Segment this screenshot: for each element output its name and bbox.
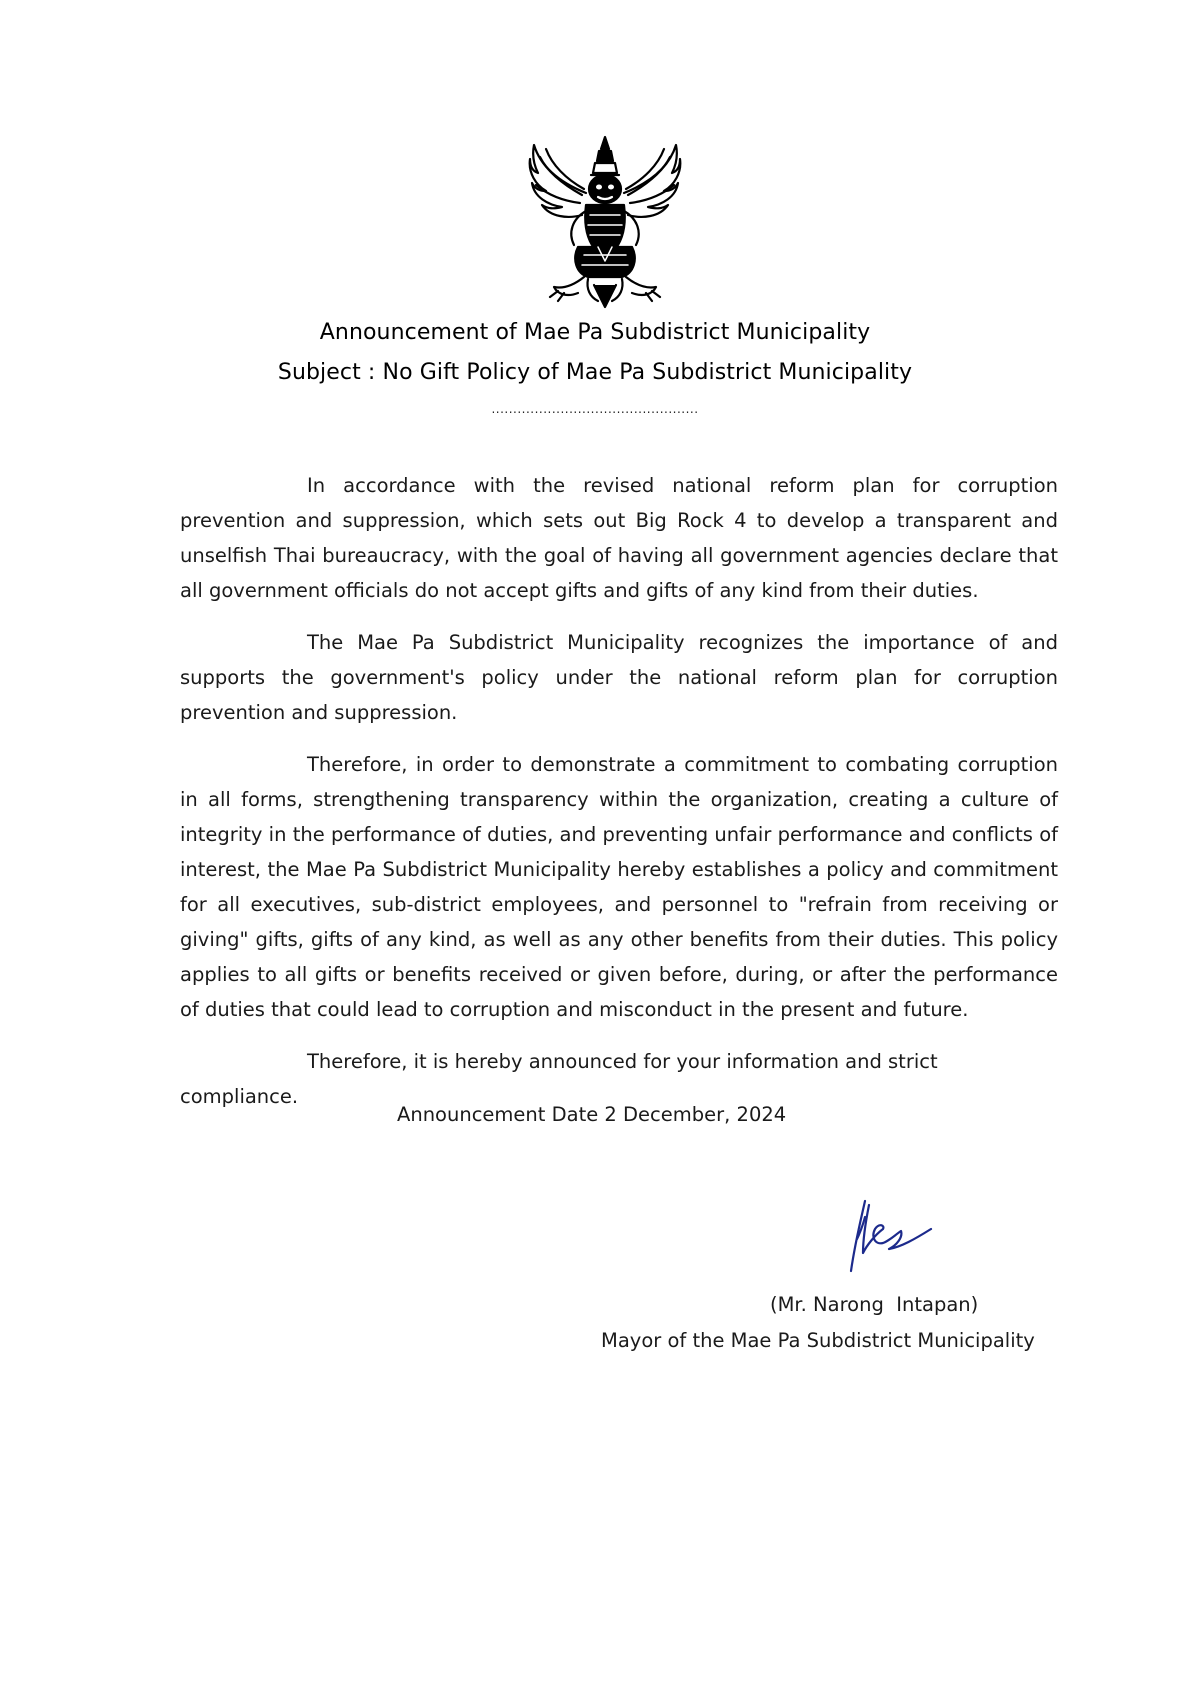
paragraph-2: The Mae Pa Subdistrict Municipality recognizes the importance of and supports the government's policy under the national reform plan for corruption prevention and suppression. bbox=[180, 631, 1058, 724]
signatory-position: Mayor of the Mae Pa Subdistrict Municipality bbox=[601, 1329, 1035, 1352]
paragraph-1: In accordance with the revised national reform plan for corruption prevention and suppression, which sets out Big Rock 4 to develop a transparent and unselfish Thai bureaucracy, with the goal of having all government agencies declare that all government officials do not accept gifts and gifts of any kind from their duties. bbox=[180, 474, 1058, 602]
announcement-date: Announcement Date 2 December, 2024 bbox=[397, 1103, 787, 1126]
garuda-emblem-icon bbox=[528, 135, 682, 309]
title-separator: ................................................ bbox=[491, 402, 699, 416]
paragraph-4: Therefore, it is hereby announced for your information and strict compliance. bbox=[180, 1050, 938, 1108]
document-subject: Subject : No Gift Policy of Mae Pa Subdistrict Municipality bbox=[277, 360, 913, 385]
document-title: Announcement of Mae Pa Subdistrict Municipality bbox=[319, 320, 871, 345]
paragraph-3: Therefore, in order to demonstrate a commitment to combating corruption in all forms, strengthening transparency within the organization, creating a culture of integrity in the performance of duties, and preventing unfair performance and conflicts of interest, the Mae Pa Subdistrict Municipality hereby establishes a policy and commitment for all executives, sub-district employees, and personnel to "refrain from receiving or giving" gifts, gifts of any kind, as well as any other benefits from their duties. This policy applies to all gifts or benefits received or given before, during, or after the performance of duties that could lead to corruption and misconduct in the present and future. bbox=[180, 753, 1058, 1021]
handwritten-signature bbox=[845, 1195, 935, 1275]
document-body bbox=[180, 468, 1058, 1131]
signatory-name: (Mr. Narong Intapan) bbox=[770, 1293, 979, 1316]
